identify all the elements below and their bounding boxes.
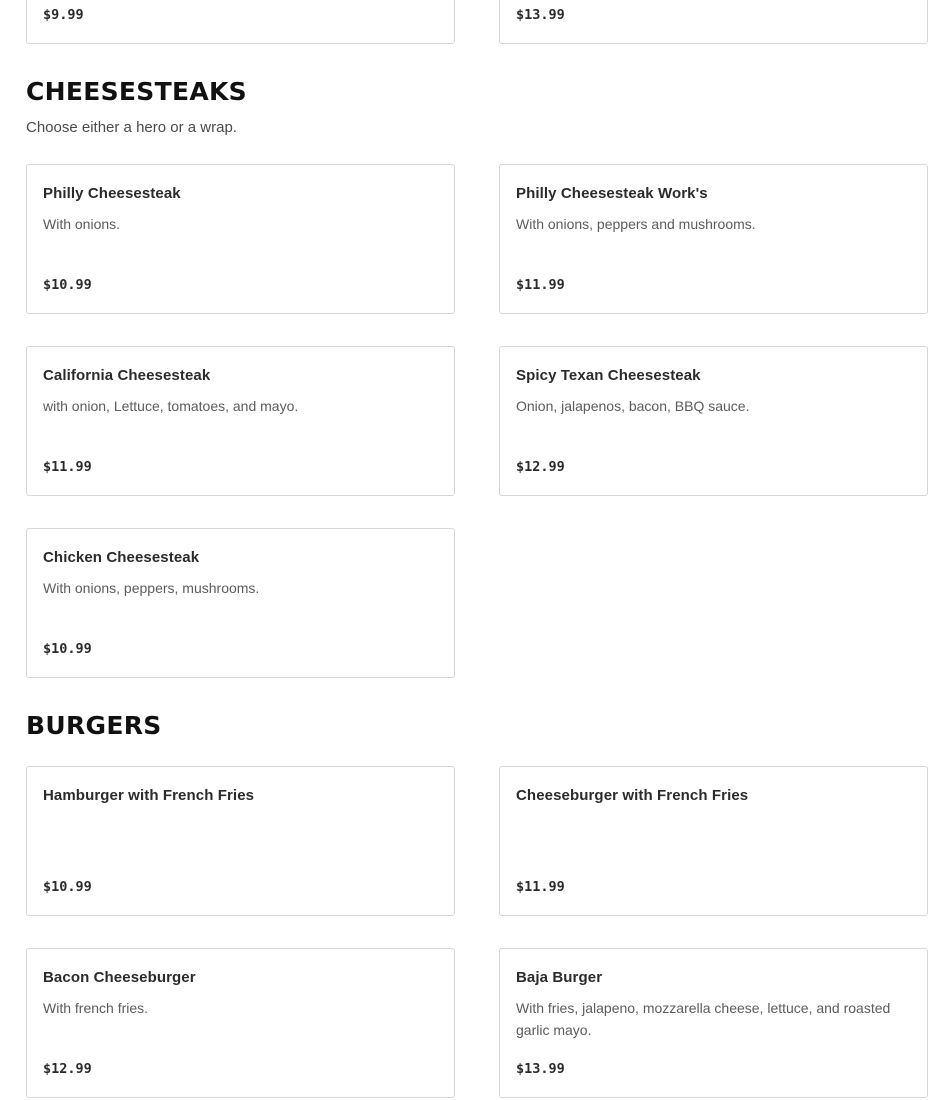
- menu-item-card[interactable]: [26, 528, 455, 678]
- menu-item-card[interactable]: [499, 346, 928, 496]
- menu-item-card[interactable]: [499, 766, 928, 916]
- menu-item-card[interactable]: [499, 164, 928, 314]
- item-name: Bacon Cheeseburger: [43, 969, 196, 986]
- menu-item-card[interactable]: [26, 0, 455, 44]
- item-name: Hamburger with French Fries: [43, 787, 255, 804]
- item-name: Chicken Cheesesteak: [43, 549, 200, 566]
- item-price: $12.99: [43, 1061, 92, 1077]
- menu-item-card[interactable]: [26, 948, 455, 1098]
- item-description: With french fries.: [43, 1000, 149, 1016]
- section-title-cheesesteaks: CHEESESTEAKS: [26, 77, 247, 106]
- menu-item-card[interactable]: [26, 346, 455, 496]
- menu-item-card[interactable]: [499, 0, 928, 44]
- item-name: Philly Cheesesteak Work's: [516, 185, 708, 202]
- item-name: Cheeseburger with French Fries: [516, 787, 749, 804]
- item-name: Spicy Texan Cheesesteak: [516, 367, 701, 384]
- item-price: $10.99: [43, 277, 92, 293]
- item-name: Philly Cheesesteak: [43, 185, 181, 202]
- section-title-burgers: BURGERS: [26, 711, 162, 740]
- item-price: $10.99: [43, 641, 92, 657]
- item-name: California Cheesesteak: [43, 367, 211, 384]
- menu-item-card[interactable]: [26, 164, 455, 314]
- item-price: $11.99: [43, 459, 92, 475]
- item-description: With onions.: [43, 216, 121, 232]
- item-description: With onions, peppers, mushrooms.: [43, 580, 260, 596]
- menu-item-card[interactable]: [26, 766, 455, 916]
- section-subtitle: Choose either a hero or a wrap.: [26, 119, 237, 136]
- item-price: $9.99: [43, 7, 84, 23]
- menu-item-card[interactable]: [499, 948, 928, 1098]
- item-price: $11.99: [516, 879, 565, 895]
- item-price: $10.99: [43, 879, 92, 895]
- item-name: Baja Burger: [516, 969, 603, 986]
- item-price: $11.99: [516, 277, 565, 293]
- item-price: $13.99: [516, 7, 565, 23]
- item-description: With fries, jalapeno, mozzarella cheese, lettuce, and roasted garlic mayo.: [516, 1000, 891, 1038]
- item-description: With onions, peppers and mushrooms.: [516, 216, 756, 232]
- item-price: $12.99: [516, 459, 565, 475]
- item-price: $13.99: [516, 1061, 565, 1077]
- item-description: Onion, jalapenos, bacon, BBQ sauce.: [516, 398, 750, 414]
- item-description: with onion, Lettuce, tomatoes, and mayo.: [43, 398, 299, 414]
